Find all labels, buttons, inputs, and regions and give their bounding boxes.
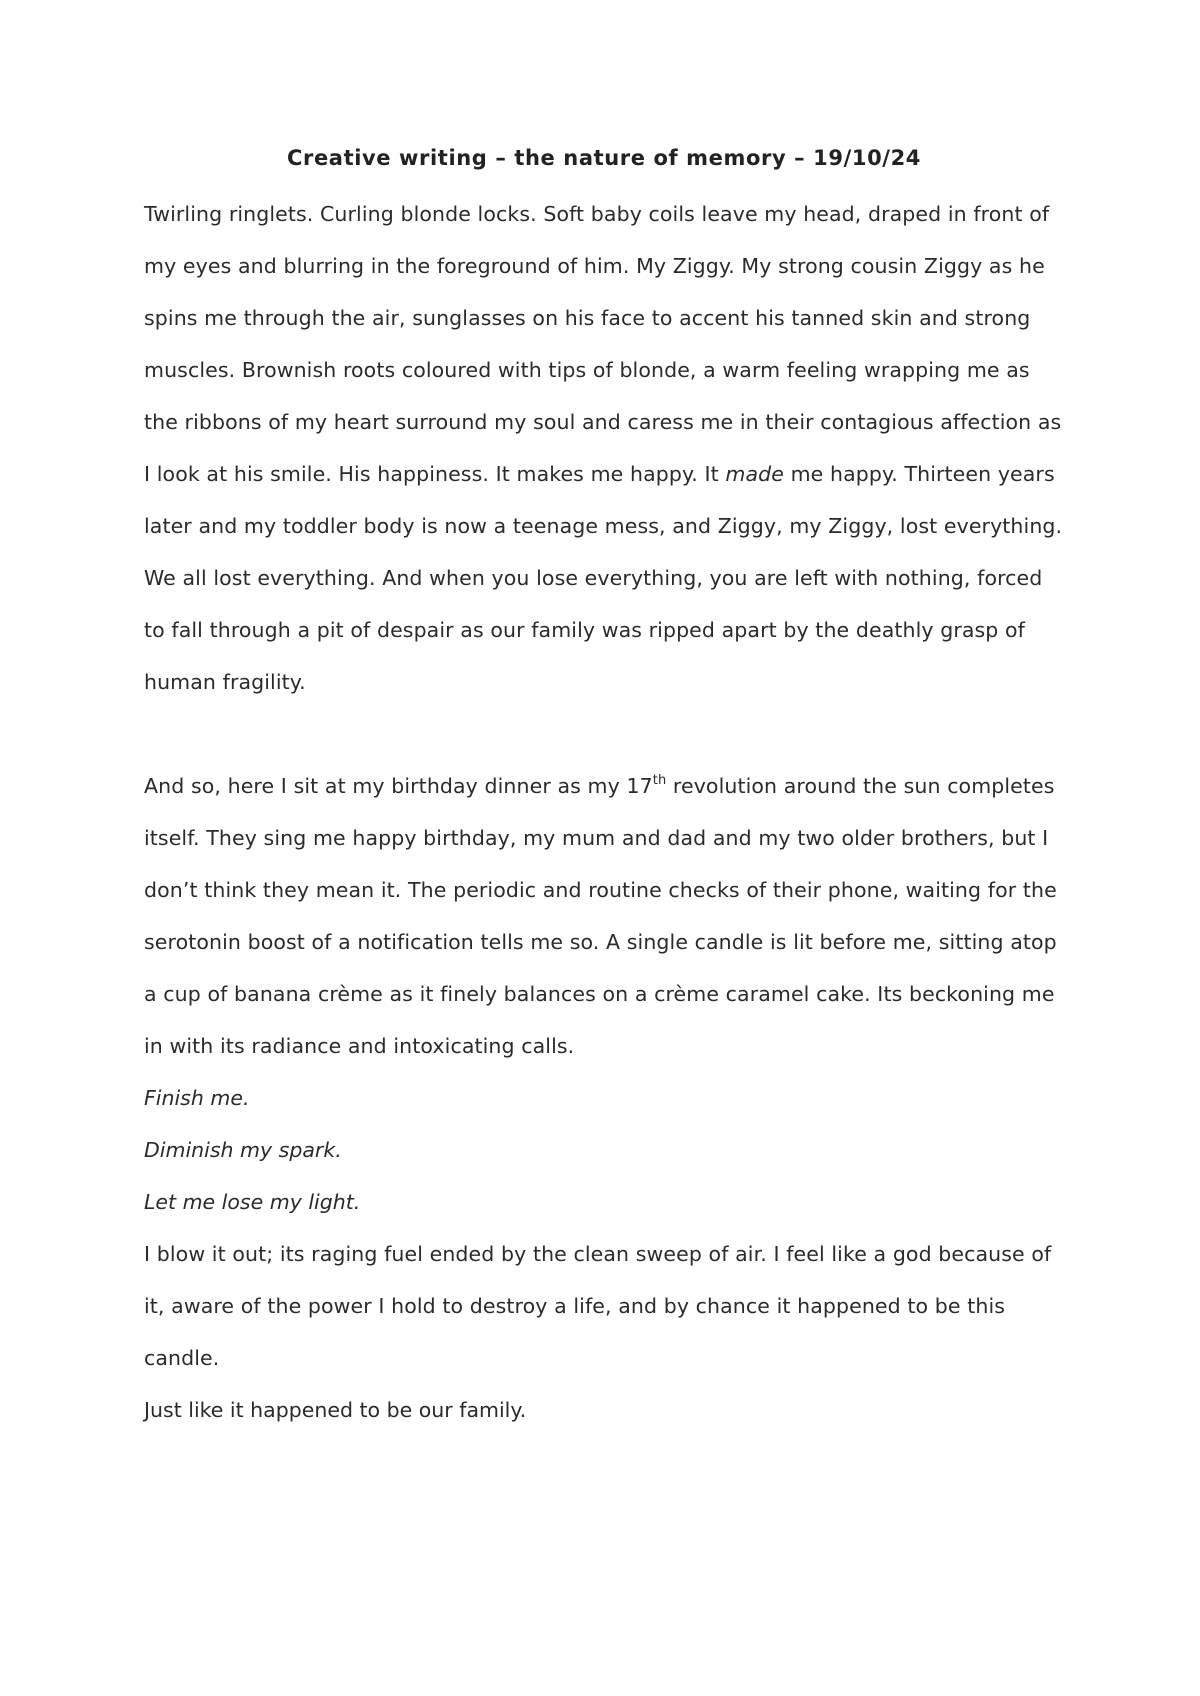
closing-line: Just like it happened to be our family. <box>144 1398 527 1422</box>
paragraph-text: Twirling ringlets. Curling blonde locks. Soft baby coils leave my head, draped in front of my eyes and blurring in the foreground of him. My Ziggy. My strong cousin Ziggy as he spins me through the air, sunglasses on his face to accent his tanned skin and strong muscles. Brownish roots coloured with tips of blonde, a warm feeling wrapping me as the ribbons of my heart surround my soul and caress me in their contagious affection as I look at his smile. His happiness. It makes me happy. It <box>144 202 1062 486</box>
document-body <box>144 138 1064 1436</box>
paragraph-spacer <box>144 708 1064 760</box>
document-title: Creative writing – the nature of memory – 19/10/24 <box>286 146 921 170</box>
paragraph-birthday-dinner <box>144 760 1064 1072</box>
ordinal-superscript: th <box>652 773 667 788</box>
italic-line: Diminish my spark. <box>144 1138 342 1162</box>
paragraph-text: revolution around the sun completes itself. They sing me happy birthday, my mum and dad and my two older brothers, but I don’t think they mean it. The periodic and routine checks of their phone, waiting for the serotonin boost of a notification tells me so. A single candle is lit before me, sitting atop a cup of banana crème as it finely balances on a crème caramel cake. Its beckoning me in with its radiance and intoxicating calls. <box>144 774 1057 1058</box>
emphasis-text: made <box>725 462 784 486</box>
paragraph-text: And so, here I sit at my birthday dinner as my 17 <box>144 774 653 798</box>
italic-line: Let me lose my light. <box>144 1190 361 1214</box>
italic-line: Finish me. <box>144 1086 250 1110</box>
paragraph-text: me happy. Thirteen years later and my toddler body is now a teenage mess, and Ziggy, my Ziggy, lost everything. We all lost everything. And when you lose everything, you are left with nothing, forced to fall through a pit of despair as our family was ripped apart by the deathly grasp of human fragility. <box>144 462 1063 694</box>
paragraph-blow-out: I blow it out; its raging fuel ended by the clean sweep of air. I feel like a god because of it, aware of the power I hold to destroy a life, and by chance it happened to be this candle. <box>144 1242 1052 1370</box>
paragraph-memory-ziggy <box>144 188 1064 708</box>
